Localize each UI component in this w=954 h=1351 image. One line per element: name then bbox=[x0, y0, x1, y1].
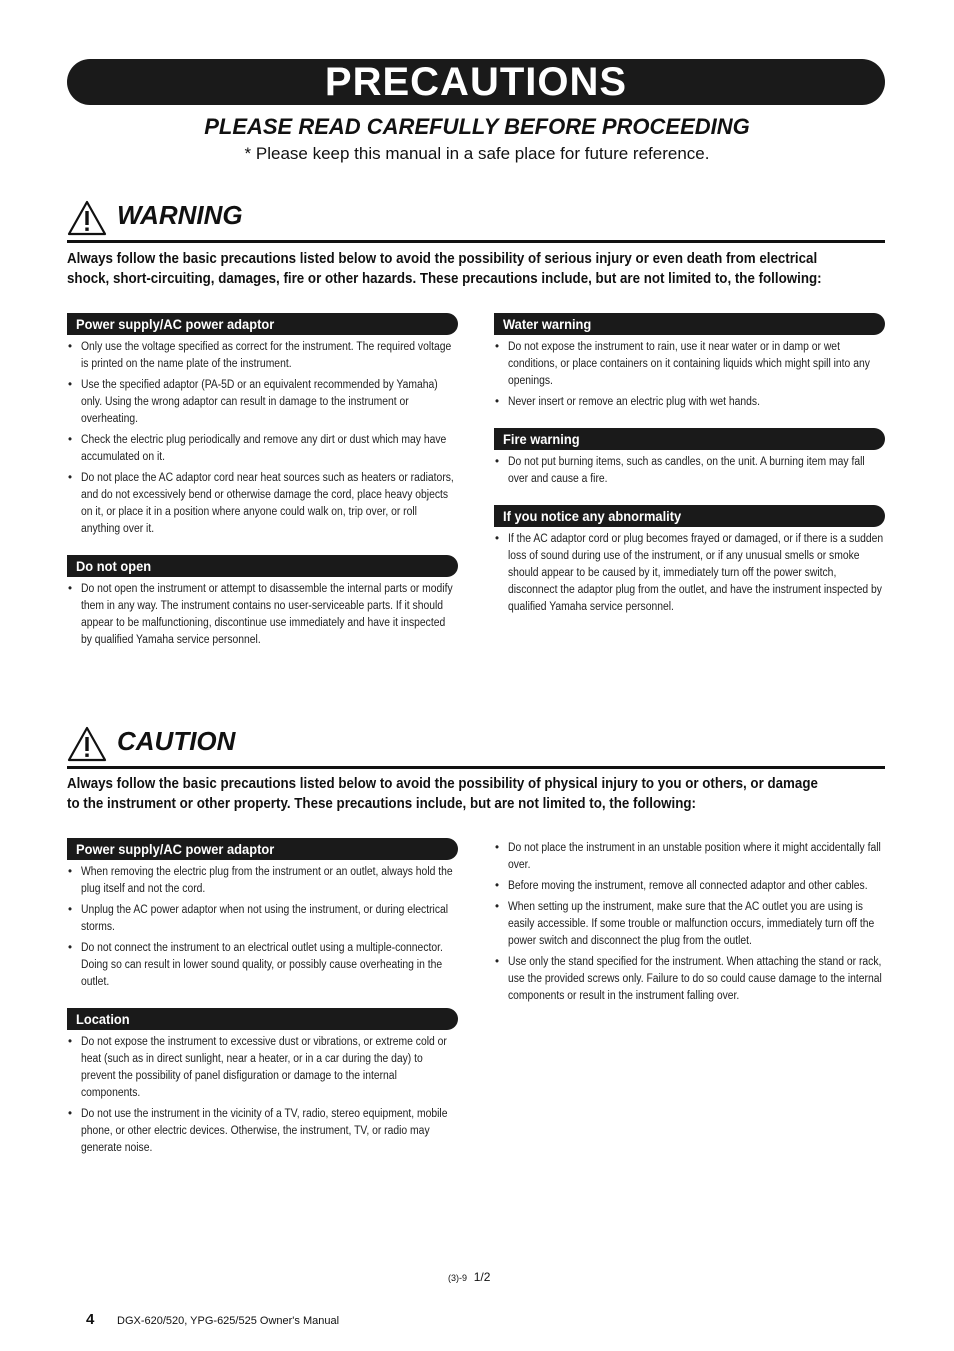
page-fraction: 1/2 bbox=[473, 1270, 491, 1284]
warning-right-group-3 bbox=[494, 505, 885, 616]
list-item: • Do not expose the instrument to rain, use it near water or in damp or wet conditions, or place containers on it containing liquids which might spill into any openings. bbox=[494, 339, 885, 390]
list-item: • Never insert or remove an electric plug with wet hands. bbox=[494, 394, 885, 411]
page-title: PRECAUTIONS bbox=[324, 60, 628, 104]
page-title-banner bbox=[67, 59, 885, 105]
list-item: • Check the electric plug periodically and remove any dirt or dust which may have accumulated on it. bbox=[67, 432, 458, 466]
list-item: • Do not connect the instrument to an electrical outlet using a multiple-connector. Doing so can result in lower sound quality, or possibly cause overheating in the outlet. bbox=[67, 940, 458, 991]
warning-right-group-2 bbox=[494, 428, 885, 488]
list-item: • Do not put burning items, such as candles, on the unit. A burning item may fall over and cause a fire. bbox=[494, 454, 885, 488]
list-item: • Use the specified adaptor (PA-5D or an equivalent recommended by Yamaha) only. Using the wrong adaptor can result in damage to the instrument or overheating. bbox=[67, 377, 458, 428]
caution-heading bbox=[67, 726, 885, 769]
warning-triangle-icon bbox=[67, 200, 107, 236]
warning-left-group-1 bbox=[67, 313, 458, 538]
list-item: • Use only the stand specified for the instrument. When attaching the stand or rack, use the provided screws only. Failure to do so could cause damage to the internal components or result in the instrument falling over. bbox=[494, 954, 885, 1005]
caution-label: CAUTION bbox=[117, 726, 236, 756]
list-item: • Before moving the instrument, remove all connected adaptor and other cables. bbox=[494, 878, 885, 895]
list-item: • Do not use the instrument in the vicinity of a TV, radio, stereo equipment, mobile phone, or other electric devices. Otherwise, the instrument, TV, or radio may generate noise. bbox=[67, 1106, 458, 1157]
list-item: • Do not open the instrument or attempt to disassemble the internal parts or modify them in any way. The instrument contains no user-serviceable parts. If it should appear to be malfunctioning, discontinue use immediately and have it inspected by qualified Yamaha service personnel. bbox=[67, 581, 458, 649]
page-reference bbox=[448, 1270, 490, 1284]
section-bar: Do not open bbox=[67, 555, 458, 577]
warning-right-group-1 bbox=[494, 313, 885, 411]
caution-right-column bbox=[494, 840, 885, 1022]
caution-intro: Always follow the basic precautions listed below to avoid the possibility of physical injury to you or others, or damage to the instrument or other property. These precautions include, but are not limited to, the following: bbox=[67, 776, 818, 812]
list-item: • Do not place the instrument in an unstable position where it might accidentally fall over. bbox=[494, 840, 885, 874]
warning-intro: Always follow the basic precautions listed below to avoid the possibility of serious injury or even death from electrical shock, short-circuiting, damages, fire or other hazards. These precautions include, but are not limited to, the following: bbox=[67, 251, 822, 287]
warning-heading bbox=[67, 200, 885, 243]
warning-left-group-2 bbox=[67, 555, 458, 649]
keep-manual-note: * Please keep this manual in a safe place for future reference. bbox=[244, 144, 710, 163]
manual-name: DGX-620/520, YPG-625/525 Owner's Manual bbox=[117, 1315, 340, 1327]
caution-left-group-2 bbox=[67, 1008, 458, 1157]
page-code: (3)-9 bbox=[448, 1273, 468, 1283]
list-item: • Unplug the AC power adaptor when not using the instrument, or during electrical storms. bbox=[67, 902, 458, 936]
caution-triangle-icon bbox=[67, 726, 107, 762]
section-bar: Location bbox=[67, 1008, 458, 1030]
list-item: • When removing the electric plug from the instrument or an outlet, always hold the plug itself and not the cord. bbox=[67, 864, 458, 898]
section-bar: Water warning bbox=[494, 313, 885, 335]
warning-left-column bbox=[67, 313, 458, 666]
list-item: • Do not place the AC adaptor cord near heat sources such as heaters or radiators, and do not excessively bend or otherwise damage the cord, place heavy objects on it, or place it in a position where anyone could walk on, trip over, or roll anything over it. bbox=[67, 470, 458, 538]
list-item: • When setting up the instrument, make sure that the AC outlet you are using is easily accessible. If some trouble or malfunction occurs, immediately turn off the power switch and disconnect the plug from the outlet. bbox=[494, 899, 885, 950]
list-item: • If the AC adaptor cord or plug becomes frayed or damaged, or if there is a sudden loss of sound during use of the instrument, or if any unusual smells or smoke should appear to be caused by it, immediately turn off the power switch, disconnect the adaptor plug from the outlet, and have the instrument inspected by qualified Yamaha service personnel. bbox=[494, 531, 885, 616]
warning-label: WARNING bbox=[117, 200, 243, 230]
section-bar: If you notice any abnormality bbox=[494, 505, 885, 527]
list-item: • Do not expose the instrument to excessive dust or vibrations, or extreme cold or heat (such as in direct sunlight, near a heater, or in a car during the day) to prevent the possibility of panel disfiguration or damage to the internal components. bbox=[67, 1034, 458, 1102]
subtitle: PLEASE READ CAREFULLY BEFORE PROCEEDING bbox=[204, 114, 750, 139]
caution-left-group-1 bbox=[67, 838, 458, 991]
list-item: • Only use the voltage specified as correct for the instrument. The required voltage is printed on the name plate of the instrument. bbox=[67, 339, 458, 373]
caution-left-column bbox=[67, 838, 458, 1174]
page-number: 4 bbox=[86, 1311, 95, 1328]
section-bar: Fire warning bbox=[494, 428, 885, 450]
section-bar: Power supply/AC power adaptor bbox=[67, 838, 458, 860]
warning-right-column bbox=[494, 313, 885, 633]
section-bar: Power supply/AC power adaptor bbox=[67, 313, 458, 335]
